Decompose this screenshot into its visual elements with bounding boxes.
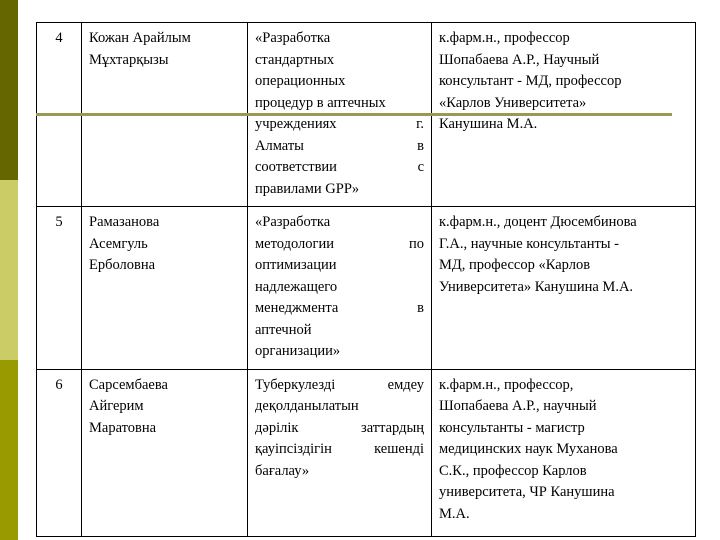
text-line: «Разработка bbox=[255, 214, 331, 230]
text-line bbox=[255, 114, 424, 136]
text-line: операционных bbox=[255, 73, 346, 89]
student-name bbox=[82, 207, 248, 370]
text-line: аптечной bbox=[255, 321, 312, 338]
text-line: консультанты - магистр bbox=[439, 419, 585, 436]
text-line: Рамазанова bbox=[89, 214, 160, 230]
text-word: г. bbox=[416, 116, 424, 132]
text-word: кешенді bbox=[374, 441, 424, 457]
text-line bbox=[255, 418, 424, 440]
text-word: Туберкулезді bbox=[255, 376, 336, 393]
text-line: Сарсембаева bbox=[89, 376, 168, 393]
thesis-topic bbox=[248, 207, 432, 370]
text-line: к.фарм.н., профессор bbox=[439, 30, 570, 46]
text-line: «Разработка bbox=[255, 30, 331, 46]
text-line bbox=[255, 157, 424, 179]
text-word: по bbox=[408, 235, 424, 252]
text-line bbox=[255, 375, 424, 397]
text-line: стандартных bbox=[255, 51, 335, 68]
table-row bbox=[37, 369, 696, 536]
text-line bbox=[255, 439, 424, 461]
text-line: к.фарм.н., доцент Дюсембинова bbox=[439, 214, 637, 230]
text-line: медицинских наук Муханова bbox=[439, 441, 618, 457]
table-row bbox=[37, 207, 696, 370]
text-line: процедур в аптечных bbox=[255, 94, 386, 111]
sidebar-band-light-olive bbox=[0, 180, 18, 360]
text-word: соответствии bbox=[255, 159, 337, 175]
text-line: Г.А., научные консультанты - bbox=[439, 235, 619, 252]
text-line: Ерболовна bbox=[89, 257, 156, 273]
text-line: консультант - МД, профессор bbox=[439, 73, 622, 89]
text-word: дәрілік bbox=[255, 419, 299, 436]
text-line bbox=[255, 234, 424, 256]
sidebar-band-mid-olive bbox=[0, 360, 18, 540]
row-number: 4 bbox=[37, 23, 82, 207]
text-line: Шопабаева А.Р., Научный bbox=[439, 51, 600, 68]
thesis-topic bbox=[248, 369, 432, 536]
text-word: емдеу bbox=[387, 376, 424, 393]
text-word: в bbox=[417, 137, 424, 154]
text-line: Университета» Канушина М.А. bbox=[439, 278, 634, 295]
text-word: с bbox=[417, 159, 424, 175]
text-line: оптимизации bbox=[255, 257, 337, 273]
text-line: Маратовна bbox=[89, 419, 157, 436]
row-number: 6 bbox=[37, 369, 82, 536]
text-line bbox=[255, 298, 424, 320]
text-word: заттардың bbox=[360, 419, 424, 436]
text-word: Алматы bbox=[255, 137, 304, 154]
text-word: қауіпсіздігін bbox=[255, 441, 332, 457]
advisor-info bbox=[432, 369, 696, 536]
advisor-info bbox=[432, 207, 696, 370]
text-line: Мұхтарқызы bbox=[89, 51, 169, 68]
text-line: деқолданылатын bbox=[255, 398, 359, 414]
text-word: в bbox=[417, 300, 424, 316]
text-line: Кожан Арайлым bbox=[89, 30, 191, 46]
text-line: бағалау» bbox=[255, 462, 310, 479]
text-line: университета, ЧР Канушина bbox=[439, 484, 615, 500]
text-word: учреждениях bbox=[255, 116, 337, 132]
text-line: Канушина М.А. bbox=[439, 116, 538, 132]
row-number: 5 bbox=[37, 207, 82, 370]
accent-line bbox=[36, 113, 672, 116]
text-line: «Карлов Университета» bbox=[439, 94, 587, 111]
text-word: методологии bbox=[255, 235, 334, 252]
thesis-table bbox=[36, 22, 696, 537]
student-name bbox=[82, 369, 248, 536]
text-line: М.А. bbox=[439, 505, 470, 522]
text-line: организации» bbox=[255, 343, 341, 359]
text-line: С.К., профессор Карлов bbox=[439, 462, 587, 479]
text-line: Айгерим bbox=[89, 398, 144, 414]
text-line: правилами GPP» bbox=[255, 180, 360, 197]
text-line: Асемгуль bbox=[89, 235, 148, 252]
text-line: надлежащего bbox=[255, 278, 338, 295]
text-line: МД, профессор «Карлов bbox=[439, 257, 591, 273]
text-line: к.фарм.н., профессор, bbox=[439, 376, 574, 393]
text-word: менеджмента bbox=[255, 300, 339, 316]
sidebar-band-dark-olive bbox=[0, 0, 18, 180]
text-line: Шопабаева А.Р., научный bbox=[439, 398, 597, 414]
text-line bbox=[255, 136, 424, 158]
